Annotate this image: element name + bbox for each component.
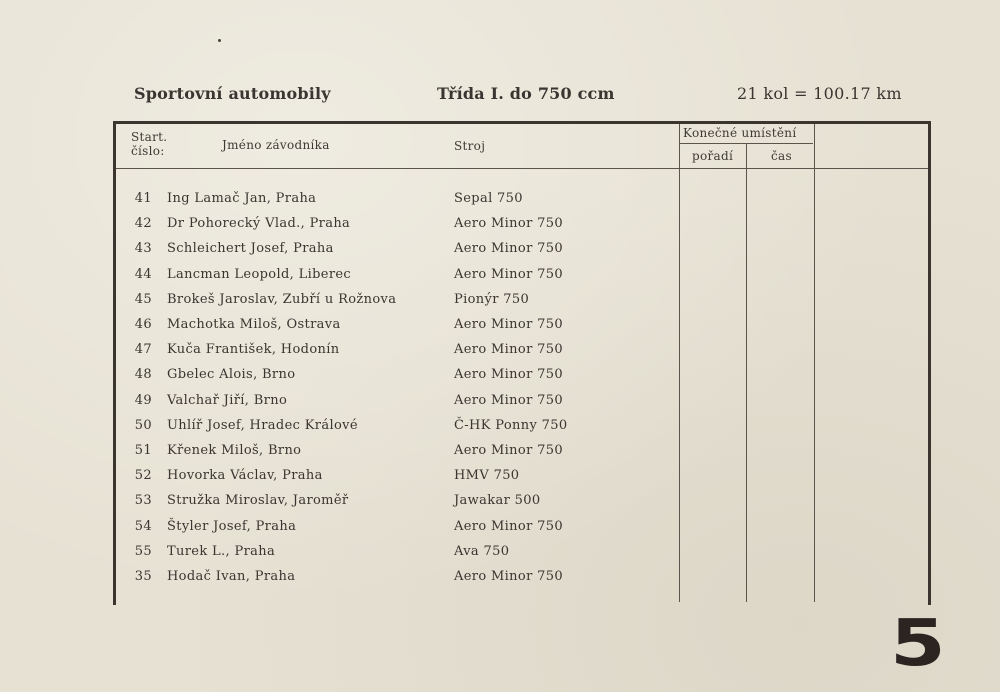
table-row [0,317,1000,342]
class-title: Třída I. do 750 ccm [437,84,615,103]
vehicle-name: Pionýr 750 [454,291,530,307]
page-number: 5 [890,607,946,681]
vehicle-name: Aero Minor 750 [454,266,563,282]
table-row [0,468,1000,493]
table-row [0,393,1000,418]
table-row [0,191,1000,216]
driver-name: Dr Pohorecký Vlad., Praha [167,216,351,232]
vehicle-name: Aero Minor 750 [454,569,563,584]
table-row [0,493,1000,518]
header-driver-name: Jméno závodníka [222,138,330,152]
start-number: 49 [134,392,152,408]
start-number: 45 [134,291,152,307]
vehicle-name: Aero Minor 750 [454,443,563,458]
table-row [0,342,1000,367]
table-row [0,292,1000,317]
start-number: 53 [134,493,152,509]
driver-name: Uhlíř Josef, Hradec Králové [167,417,358,433]
driver-name: Hodač Ivan, Praha [167,569,296,584]
table-row [0,267,1000,292]
table-row [0,241,1000,266]
vehicle-name: HMV 750 [454,468,520,484]
table-row [0,569,1000,594]
driver-name: Kuča František, Hodonín [167,342,340,358]
vehicle-name: Aero Minor 750 [454,317,563,332]
driver-name: Machotka Miloš, Ostrava [167,317,341,332]
table-row [0,519,1000,544]
start-number: 46 [134,317,152,332]
header-vehicle: Stroj [454,139,486,153]
table-row [0,418,1000,443]
vehicle-name: Aero Minor 750 [454,518,563,534]
header-start-line2: číslo: [131,144,165,158]
header-time: čas [771,149,792,163]
category-title: Sportovní automobily [134,84,331,103]
table-row [0,544,1000,569]
race-distance: 21 kol = 100.17 km [737,84,902,103]
vehicle-name: Aero Minor 750 [454,216,563,232]
vehicle-name: Aero Minor 750 [454,342,563,358]
vehicle-name: Jawakar 500 [454,493,541,509]
start-number: 35 [134,569,152,584]
table-row [0,443,1000,468]
header-start-label [131,130,167,158]
start-number: 54 [134,518,152,534]
vehicle-name: Č-HK Ponny 750 [454,417,568,433]
header-bottom-rule [116,168,928,169]
start-number: 47 [134,342,152,358]
table-top-border [113,121,931,124]
start-number: 52 [134,468,152,484]
start-number: 42 [134,216,152,232]
start-number: 51 [134,443,152,458]
vehicle-name: Sepal 750 [454,191,523,206]
start-number: 44 [134,266,152,282]
driver-name: Štyler Josef, Praha [167,518,297,534]
driver-name: Hovorka Václav, Praha [167,468,323,484]
start-number: 41 [134,191,152,206]
table-row [0,367,1000,392]
header-position: pořadí [692,149,734,163]
vehicle-name: Aero Minor 750 [454,241,563,257]
driver-name: Gbelec Alois, Brno [167,367,296,383]
header-final-placement: Konečné umístění [683,126,797,140]
driver-name: Křenek Miloš, Brno [167,443,302,458]
start-number: 50 [134,417,152,433]
vehicle-name: Aero Minor 750 [454,367,563,383]
driver-name: Brokeš Jaroslav, Zubří u Rožnova [167,291,397,307]
table-row [0,216,1000,241]
driver-name: Valchař Jiří, Brno [167,392,288,408]
paper-speck [218,39,221,42]
driver-name: Stružka Miroslav, Jaroměř [167,493,349,509]
driver-name: Lancman Leopold, Liberec [167,266,352,282]
driver-name: Schleichert Josef, Praha [167,241,334,257]
header-start-line1: Start. [131,130,168,144]
start-number: 48 [134,367,152,383]
vehicle-name: Ava 750 [454,543,510,559]
start-number: 43 [134,241,152,257]
driver-name: Ing Lamač Jan, Praha [167,191,317,206]
start-number: 55 [134,543,152,559]
driver-name: Turek L., Praha [167,543,276,559]
vehicle-name: Aero Minor 750 [454,392,563,408]
